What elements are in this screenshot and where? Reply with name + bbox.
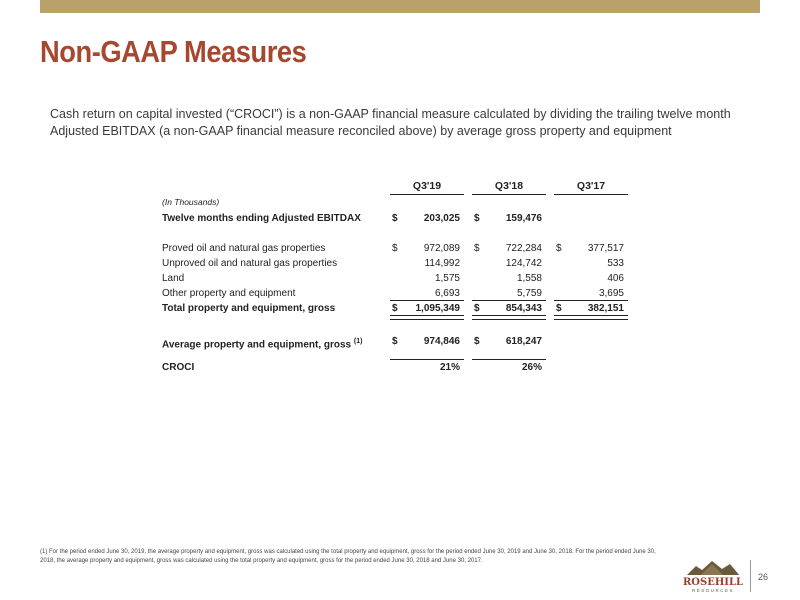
footnote-marker: (1) bbox=[353, 338, 363, 345]
total-q3-19: 1,095,349 bbox=[415, 303, 460, 314]
cell-q3-18: 5,759 bbox=[516, 288, 542, 299]
average-label: Average property and equipment, gross $^{(1)}$ bbox=[162, 338, 363, 351]
column-header-row bbox=[162, 180, 642, 196]
average-q3-19: 974,846 bbox=[423, 336, 460, 347]
footer-divider bbox=[750, 560, 751, 592]
table-row bbox=[162, 271, 642, 286]
rosehill-logo bbox=[682, 558, 744, 594]
cell-q3-18: 722,284 bbox=[505, 243, 542, 254]
page-title: Non-GAAP Measures bbox=[40, 34, 307, 69]
financial-table bbox=[162, 180, 642, 375]
average-row bbox=[162, 334, 642, 349]
column-header-q3-17: Q3'17 bbox=[576, 180, 606, 192]
logo-subtitle: RESOURCES bbox=[691, 588, 735, 593]
cell-q3-19: 114,992 bbox=[424, 258, 460, 269]
units-note: (In Thousands) bbox=[162, 197, 220, 207]
cell-q3-19: 972,089 bbox=[423, 243, 460, 254]
cell-q3-19: 6,693 bbox=[434, 288, 460, 299]
currency-symbol: $ bbox=[556, 243, 562, 254]
double-underline bbox=[472, 315, 546, 320]
ebitdax-row bbox=[162, 211, 642, 226]
page-number: 26 bbox=[758, 572, 769, 582]
cell-q3-17: 377,517 bbox=[587, 243, 624, 254]
column-header-q3-19: Q3'19 bbox=[412, 180, 442, 192]
cell-q3-17: 533 bbox=[607, 258, 624, 269]
header-underline bbox=[472, 194, 546, 195]
cell-q3-17: 406 bbox=[607, 273, 624, 284]
croci-row bbox=[162, 360, 642, 375]
croci-q3-19: 21% bbox=[439, 362, 460, 373]
currency-symbol: $ bbox=[474, 336, 480, 347]
currency-symbol: $ bbox=[392, 213, 398, 224]
cell-q3-18: 124,742 bbox=[505, 258, 542, 269]
currency-symbol: $ bbox=[474, 243, 480, 254]
footnote: (1) For the period ended June 30, 2019, the average property and equipment, gross was calculated using the total property and equipment, gross for the period ended June 30, 2019 and June 30, 2018. For the period ended June 30, 2018, the average property and equipment, gross was calculated using the total property and equipment, gross for the period ended June 30, 2018 and June 30, 2017. bbox=[40, 549, 656, 564]
currency-symbol: $ bbox=[392, 303, 398, 314]
currency-symbol: $ bbox=[474, 213, 480, 224]
header-underline bbox=[390, 194, 464, 195]
double-underline bbox=[390, 315, 464, 320]
total-q3-17: 382,151 bbox=[587, 303, 624, 314]
cell-q3-18: 1,558 bbox=[516, 273, 542, 284]
double-underline bbox=[554, 315, 628, 320]
column-header-q3-18: Q3'18 bbox=[494, 180, 524, 192]
row-label: Proved oil and natural gas properties bbox=[162, 243, 326, 254]
currency-symbol: $ bbox=[474, 303, 480, 314]
average-q3-18: 618,247 bbox=[505, 336, 542, 347]
cell-q3-17: 3,695 bbox=[598, 288, 624, 299]
row-label: Land bbox=[162, 273, 185, 284]
ebitdax-q3-19: 203,025 bbox=[423, 213, 460, 224]
croci-label: CROCI bbox=[162, 362, 195, 373]
row-label: Unproved oil and natural gas properties bbox=[162, 258, 338, 269]
total-label: Total property and equipment, gross bbox=[162, 303, 336, 314]
top-accent-bar bbox=[40, 0, 760, 13]
table-row bbox=[162, 256, 642, 271]
ebitdax-label: Twelve months ending Adjusted EBITDAX bbox=[162, 213, 361, 224]
units-note-row bbox=[162, 196, 642, 209]
logo-wordmark: ROSEHILL bbox=[682, 577, 744, 588]
row-label: Other property and equipment bbox=[162, 288, 296, 299]
cell-q3-19: 1,575 bbox=[434, 273, 460, 284]
total-q3-18: 854,343 bbox=[505, 303, 542, 314]
intro-paragraph: Cash return on capital invested (“CROCI”) is a non-GAAP financial measure calculated by dividing the trailing twelve month Adjusted EBITDAX (a non-GAAP financial measure reconciled above) by average gross property and equipment bbox=[50, 107, 731, 138]
currency-symbol: $ bbox=[392, 336, 398, 347]
currency-symbol: $ bbox=[392, 243, 398, 254]
croci-q3-18: 26% bbox=[521, 362, 542, 373]
ebitdax-q3-18: 159,476 bbox=[505, 213, 542, 224]
table-row bbox=[162, 241, 642, 256]
total-row bbox=[162, 301, 642, 316]
currency-symbol: $ bbox=[556, 303, 562, 314]
table-row bbox=[162, 286, 642, 301]
header-underline bbox=[554, 194, 628, 195]
